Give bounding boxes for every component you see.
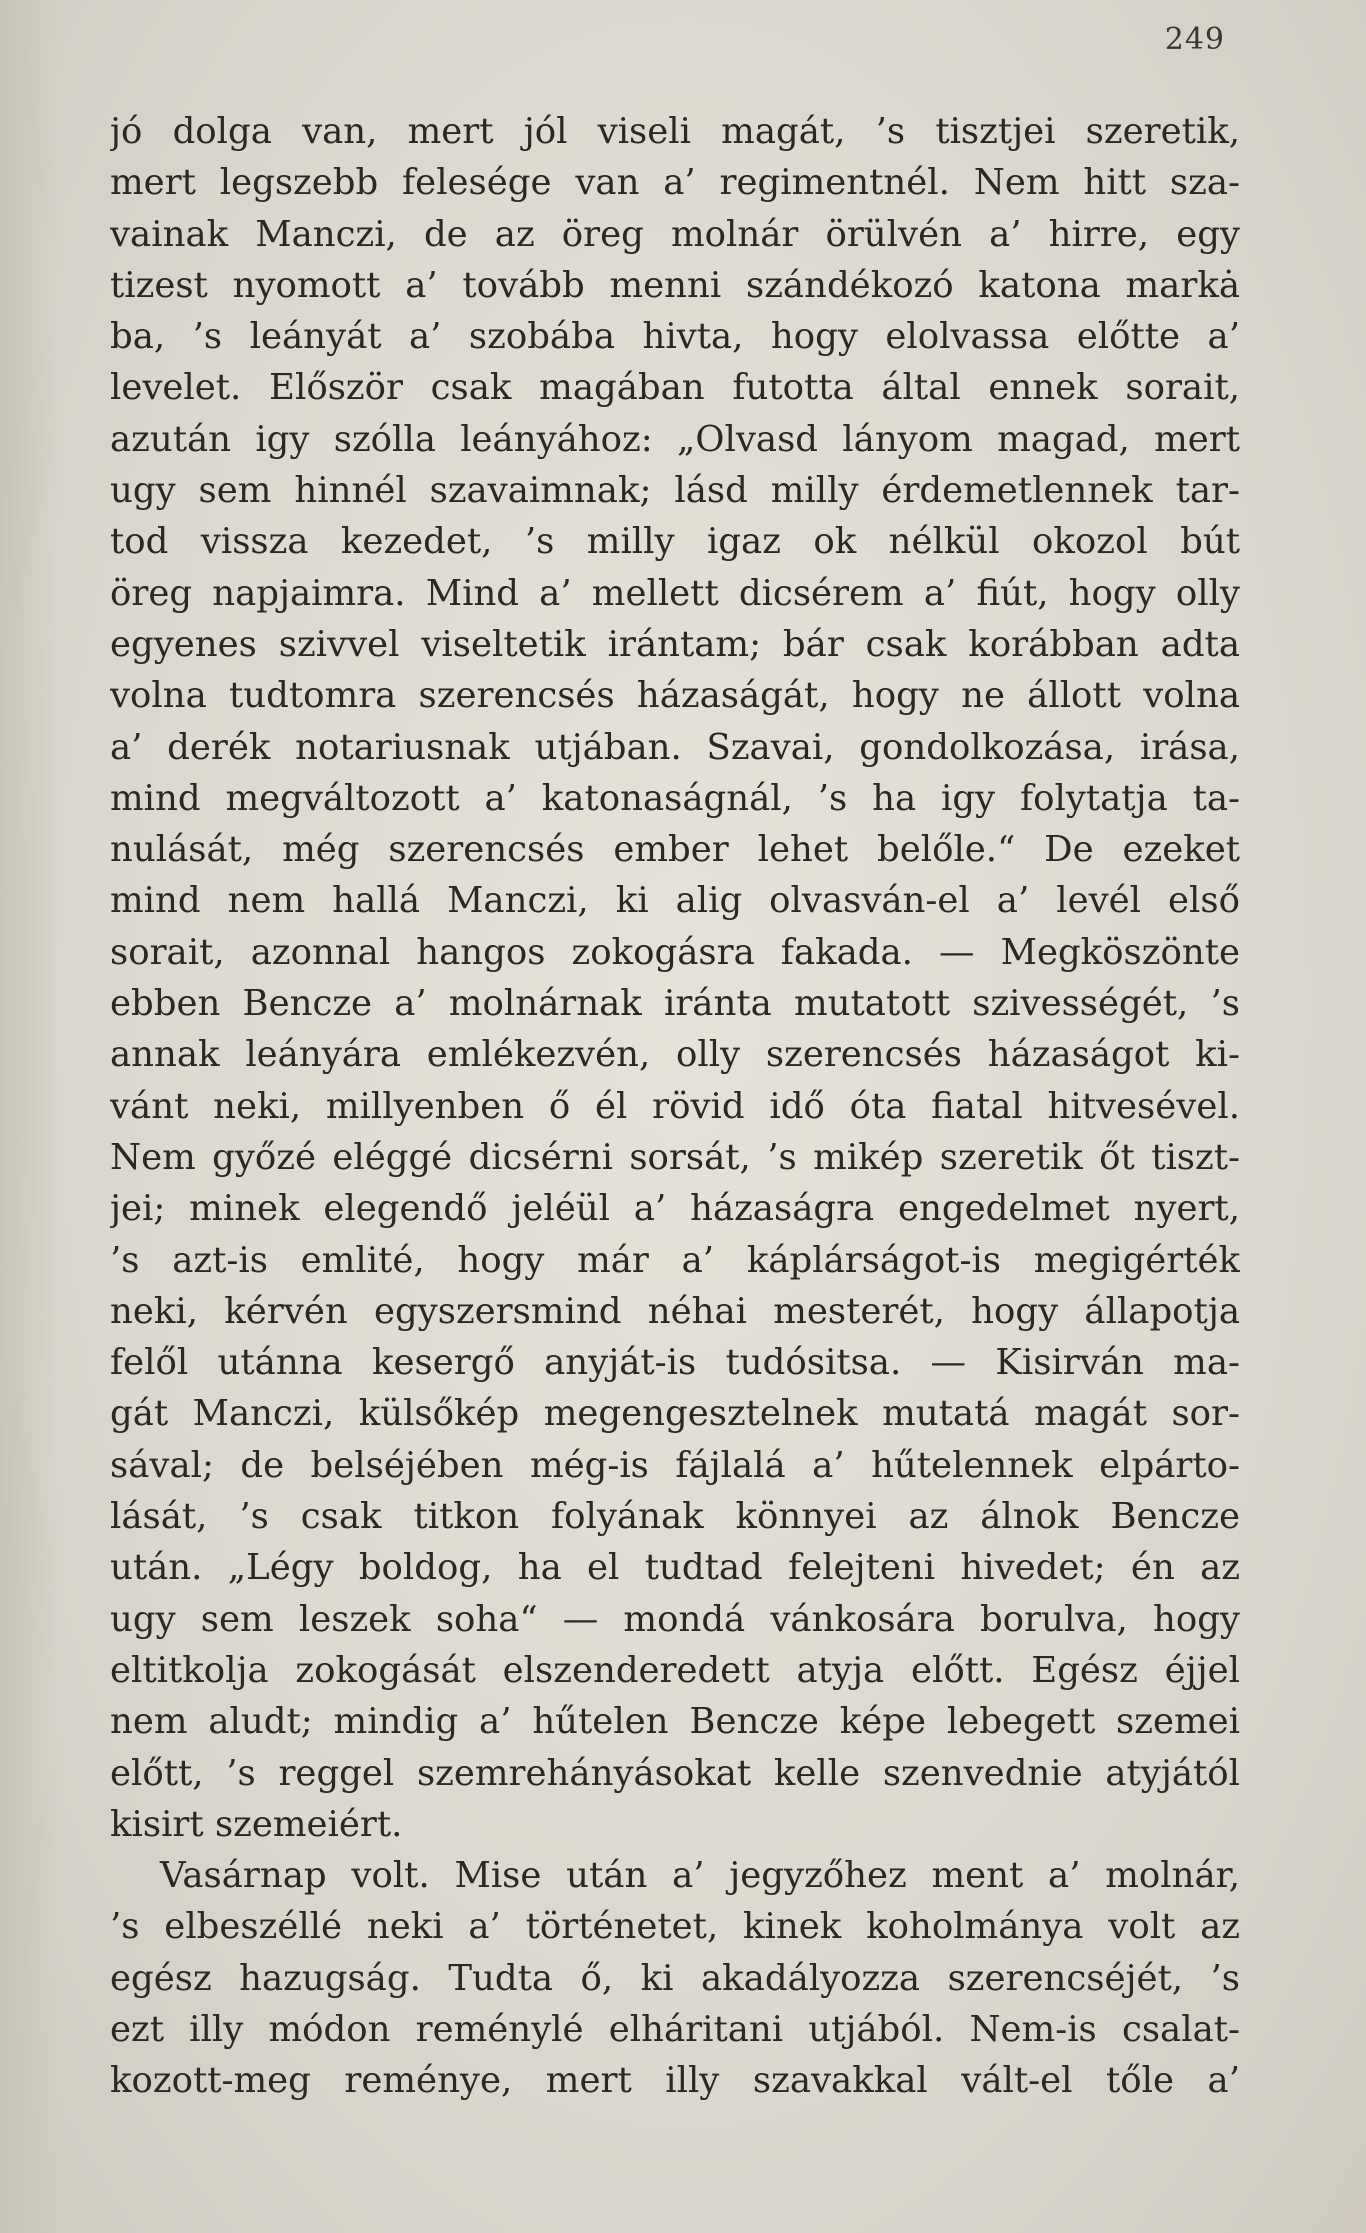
text-line: a’ derék notariusnak utjában. Szavai, gondolkozása, irása, <box>110 726 1240 768</box>
text-line: sorait, azonnal hangos zokogásra fakada. — Megköszönte <box>110 931 1240 973</box>
text-line: vánt neki, millyenben ő él rövid idő óta fiatal hitvesével. <box>110 1085 1240 1127</box>
text-line: ’s azt-is emlité, hogy már a’ káplárságot-is megigérték <box>110 1239 1240 1281</box>
text-line: után. „Légy boldog, ha el tudtad felejteni hivedet; én az <box>110 1547 1240 1589</box>
text-line: öreg napjaimra. Mind a’ mellett dicsérem a’ fiút, hogy olly <box>110 572 1240 614</box>
text-line: jó dolga van, mert jól viseli magát, ’s tisztjei szeretik, <box>110 111 1240 152</box>
text-line: annak leányára emlékezvén, olly szerencsés házaságot ki- <box>110 1034 1240 1076</box>
paragraph-first-line: Vasárnap volt. Mise után a’ jegyzőhez ment a’ molnár, <box>160 1855 1240 1897</box>
text-line: ugy sem hinnél szavaimnak; lásd milly érdemetlennek tar- <box>110 470 1240 512</box>
text-line: neki, kérvén egyszersmind néhai mesterét, hogy állapotja <box>110 1290 1240 1332</box>
text-line: előtt, ’s reggel szemrehányásokat kelle szenvednie atyjától <box>110 1752 1240 1794</box>
text-line: tod vissza kezedet, ’s milly igaz ok nélkül okozol bút <box>110 521 1240 563</box>
page-number: 249 <box>1164 22 1225 57</box>
text-line: gát Manczi, külsőkép megengesztelnek mutatá magát sor- <box>110 1393 1240 1435</box>
text-line: ebben Bencze a’ molnárnak iránta mutatott szivességét, ’s <box>110 983 1240 1025</box>
text-line: volna tudtomra szerencsés házaságát, hogy ne állott volna <box>110 675 1240 717</box>
text-line: ezt illy módon reménylé elháritani utjából. Nem-is csalat- <box>110 2008 1240 2050</box>
text-line: tizest nyomott a’ tovább menni szándékozó katona markȧ <box>110 264 1240 306</box>
text-line: levelet. Először csak magában futotta által ennek sorait, <box>110 367 1240 409</box>
text-line: Nem győzé eléggé dicsérni sorsát, ’s mikép szeretik őt tiszt- <box>110 1136 1240 1178</box>
text-line: vainak Manczi, de az öreg molnár örülvén a’ hirre, egy <box>110 213 1240 255</box>
text-line: egész hazugság. Tudta ő, ki akadályozza szerencséjét, ’s <box>110 1957 1240 1999</box>
text-line: jei; minek elegendő jeléül a’ házaságra engedelmet nyert, <box>110 1188 1240 1230</box>
text-line: mind megváltozott a’ katonaságnál, ’s ha igy folytatja ta- <box>110 777 1240 819</box>
text-line: azután igy szólla leányához: „Olvasd lányom magad, mert <box>110 418 1240 460</box>
text-line: kozott-meg reménye, mert illy szavakkal vált-el tőle a’ <box>110 2060 1240 2102</box>
text-line: mind nem hallá Manczi, ki alig olvasván-el a’ levél első <box>110 880 1240 922</box>
paragraph-last-line: kisirt szemeiért. <box>110 1803 403 1845</box>
text-line: eltitkolja zokogását elszenderedett atyja előtt. Egész éjjel <box>110 1649 1240 1691</box>
text-line: ’s elbeszéllé neki a’ történetet, kinek koholmánya volt az <box>110 1906 1240 1948</box>
text-line: mert legszebb felesége van a’ regimentnél. Nem hitt sza- <box>110 162 1240 204</box>
text-line: nulását, még szerencsés ember lehet belőle.“ De ezeket <box>110 829 1240 871</box>
text-line: ugy sem leszek soha“ — mondá vánkosára borulva, hogy <box>110 1598 1240 1640</box>
text-line: ba, ’s leányát a’ szobába hivta, hogy elolvassa előtte a’ <box>110 316 1240 358</box>
text-line: lását, ’s csak titkon folyának könnyei az álnok Bencze <box>110 1496 1240 1538</box>
text-line: sával; de belséjében még-is fájlalá a’ hűtelennek elpárto- <box>110 1444 1240 1486</box>
text-line: egyenes szivvel viseltetik irántam; bár csak korábban adta <box>110 623 1240 665</box>
body-text <box>110 106 1240 2107</box>
text-line: nem aludt; mindig a’ hűtelen Bencze képe lebegett szemei <box>110 1701 1240 1743</box>
text-line: felől utánna kesergő anyját-is tudósitsa. — Kisirván ma- <box>110 1342 1240 1384</box>
